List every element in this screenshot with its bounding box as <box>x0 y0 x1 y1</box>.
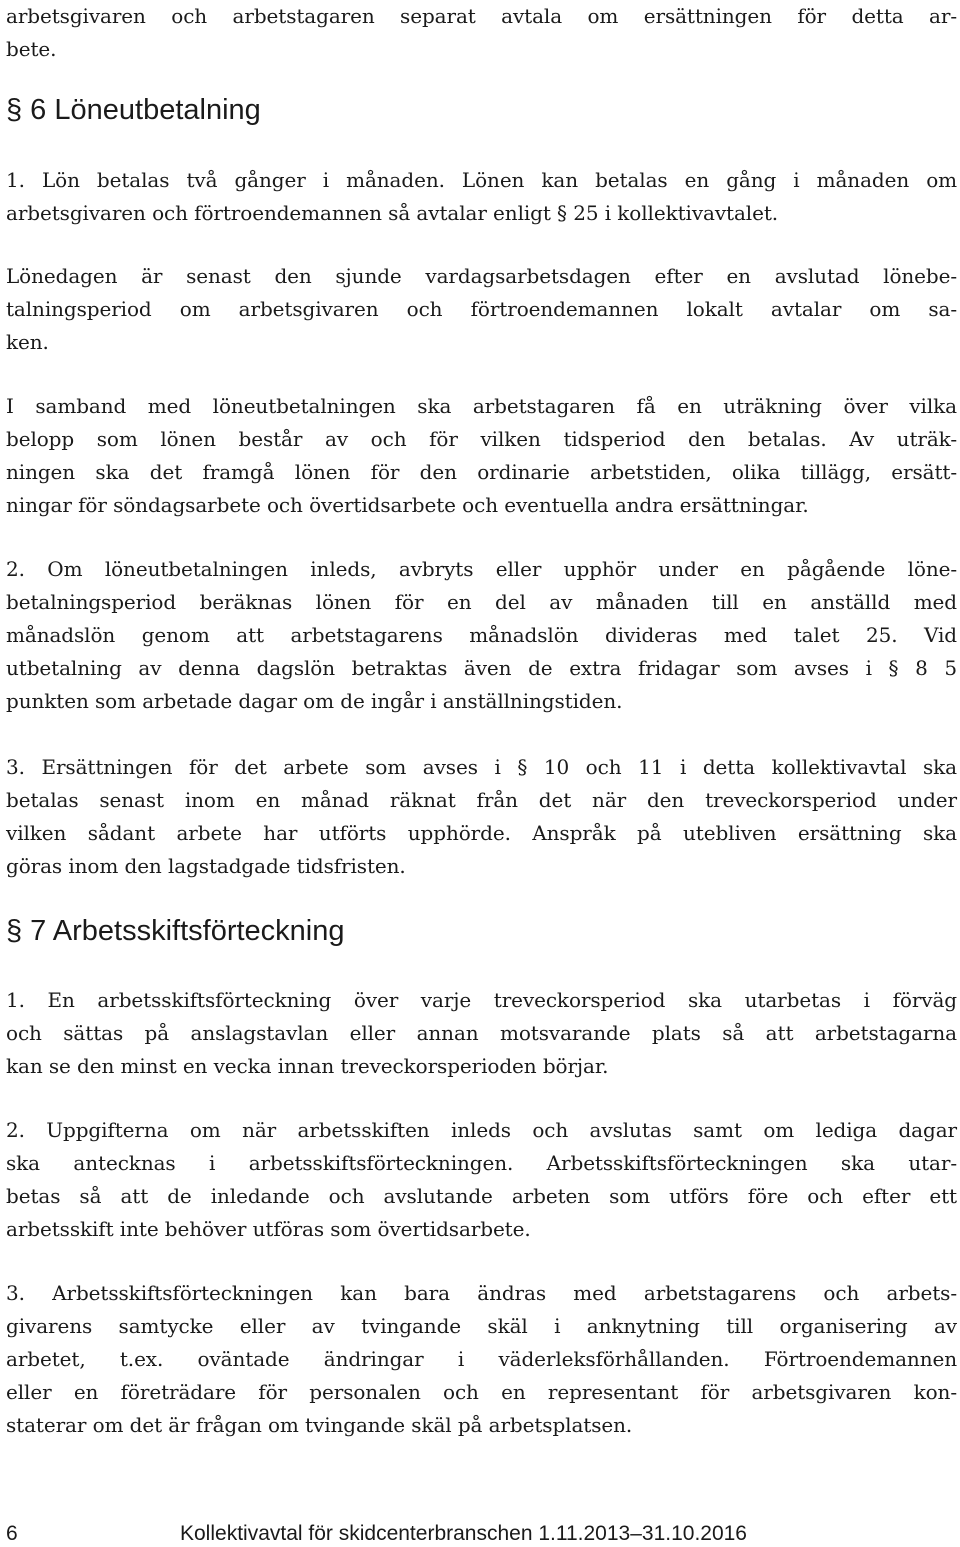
paragraph-line: 2. Om löneutbetalningen inleds, avbryts eller upphör under en pågående löne- <box>6 557 957 581</box>
paragraph-line: arbetsgivaren och förtroendemannen så avtalar enligt § 25 i kollektivavtalet. <box>6 201 779 225</box>
paragraph-line: 3. Ersättningen för det arbete som avses i § 10 och 11 i detta kollektivavtal ska <box>6 755 957 779</box>
paragraph-line: ningen ska det framgå lönen för den ordinarie arbetstiden, olika tillägg, ersätt- <box>6 460 957 484</box>
paragraph-line: 1. En arbetsskiftsförteckning över varje treveckorsperiod ska utarbetas i förväg <box>6 988 957 1012</box>
paragraph-line: talningsperiod om arbetsgivaren och förtroendemannen lokalt avtalar om sa- <box>6 297 957 321</box>
paragraph-line: arbetet, t.ex. oväntade ändringar i väderleksförhållanden. Förtroendemannen <box>6 1347 957 1371</box>
section-heading: § 7 Arbetsskiftsförteckning <box>6 915 345 947</box>
paragraph-line: betalas senast inom en månad räknat från det när den treveckorsperiod under <box>6 788 957 812</box>
page-number: 6 <box>6 1522 18 1545</box>
paragraph-line: vilken sådant arbete har utförts upphörde. Anspråk på utebliven ersättning ska <box>6 821 957 845</box>
paragraph-line: betalningsperiod beräknas lönen för en del av månaden till en anställd med <box>6 590 957 614</box>
paragraph-line: I samband med löneutbetalningen ska arbetstagaren få en uträkning över vilka <box>6 394 957 418</box>
paragraph-line: kan se den minst en vecka innan treveckorsperioden börjar. <box>6 1054 609 1078</box>
paragraph-line: 2. Uppgifterna om när arbetsskiften inleds och avslutas samt om lediga dagar <box>6 1118 957 1142</box>
paragraph-line: eller en företrädare för personalen och en representant för arbetsgivaren kon- <box>6 1380 957 1404</box>
paragraph-line: arbetsgivaren och arbetstagaren separat avtala om ersättningen för detta ar- <box>6 4 957 28</box>
paragraph-line: månadslön genom att arbetstagarens månadslön divideras med talet 25. Vid <box>6 623 957 647</box>
paragraph-line: göras inom den lagstadgade tidsfristen. <box>6 854 406 878</box>
paragraph-line: punkten som arbetade dagar om de ingår i anställningstiden. <box>6 689 623 713</box>
paragraph-line: arbetsskift inte behöver utföras som övertidsarbete. <box>6 1217 531 1241</box>
paragraph-line: utbetalning av denna dagslön betraktas även de extra fridagar som avses i § 8 5 <box>6 656 957 680</box>
paragraph-line: 1. Lön betalas två gånger i månaden. Lönen kan betalas en gång i månaden om <box>6 168 957 192</box>
paragraph-line: ken. <box>6 330 49 354</box>
paragraph-line: givarens samtycke eller av tvingande skäl i anknytning till organisering av <box>6 1314 957 1338</box>
paragraph-line: Lönedagen är senast den sjunde vardagsarbetsdagen efter en avslutad lönebe- <box>6 264 957 288</box>
paragraph-line: bete. <box>6 37 57 61</box>
paragraph-line: 3. Arbetsskiftsförteckningen kan bara ändras med arbetstagarens och arbets- <box>6 1281 957 1305</box>
section-heading: § 6 Löneutbetalning <box>6 94 261 126</box>
footer-title: Kollektivavtal för skidcenterbranschen 1.11.2013–31.10.2016 <box>180 1522 747 1545</box>
paragraph-line: och sättas på anslagstavlan eller annan motsvarande plats så att arbetstagarna <box>6 1021 957 1045</box>
paragraph-line: belopp som lönen består av och för vilken tidsperiod den betalas. Av uträk- <box>6 427 957 451</box>
paragraph-line: ska antecknas i arbetsskiftsförteckningen. Arbetsskiftsförteckningen ska utar- <box>6 1151 957 1175</box>
paragraph-line: ningar för söndagsarbete och övertidsarbete och eventuella andra ersättningar. <box>6 493 809 517</box>
paragraph-line: betas så att de inledande och avslutande arbeten som utförs före och efter ett <box>6 1184 957 1208</box>
paragraph-line: staterar om det är frågan om tvingande skäl på arbetsplatsen. <box>6 1413 633 1437</box>
